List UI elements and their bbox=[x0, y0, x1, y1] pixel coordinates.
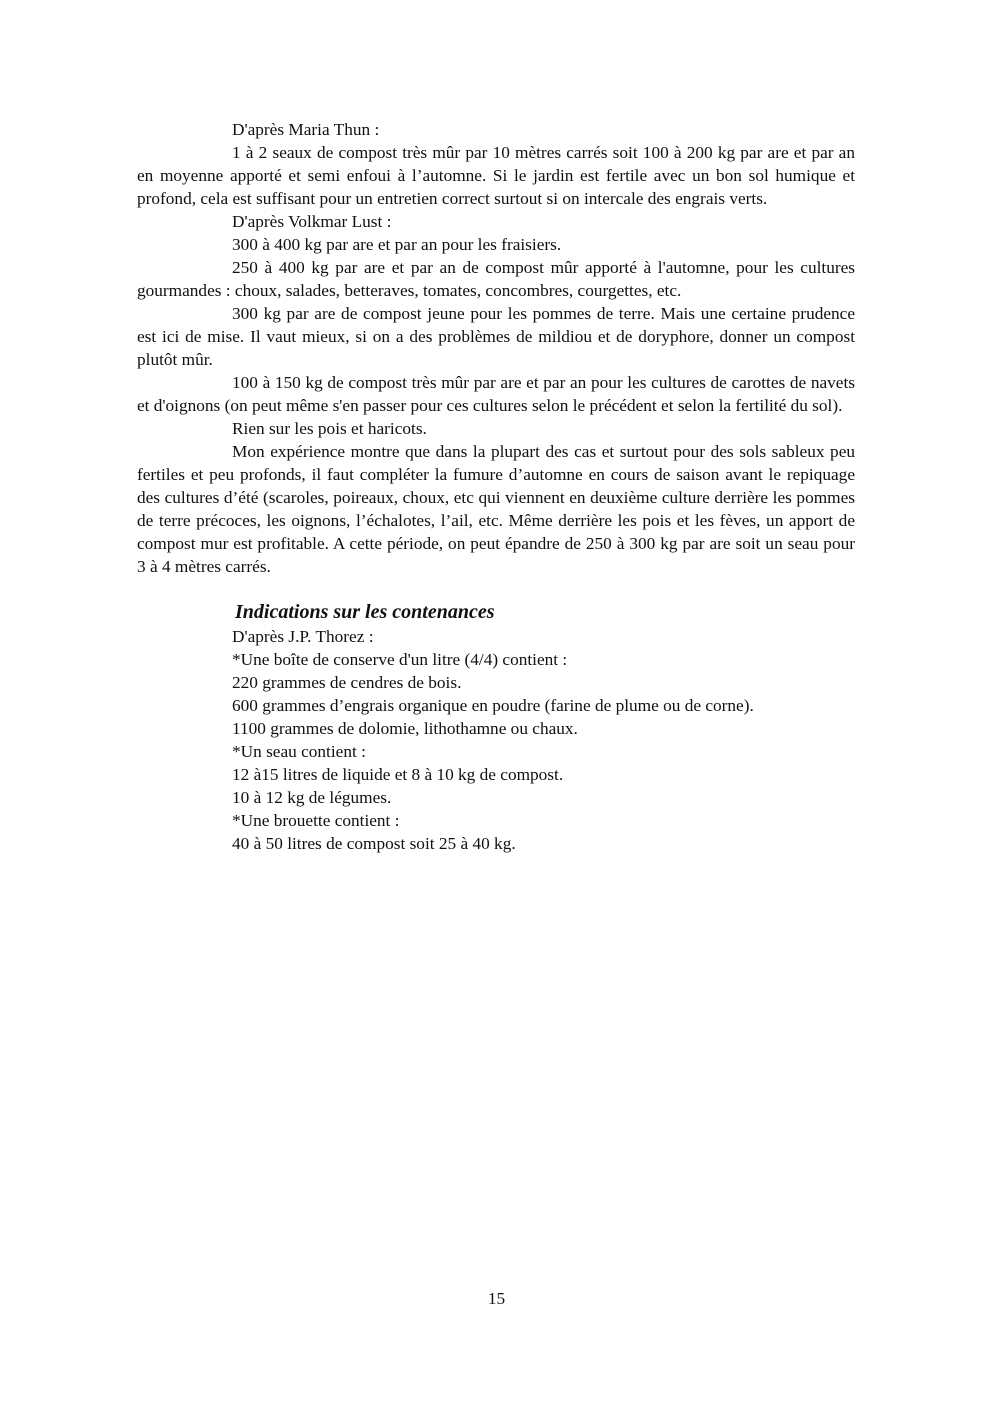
contenance-line: D'après J.P. Thorez : bbox=[232, 627, 374, 646]
contenance-line: 10 à 12 kg de légumes. bbox=[232, 788, 392, 807]
section-heading: Indications sur les contenances bbox=[235, 601, 495, 623]
contenance-line: 40 à 50 litres de compost soit 25 à 40 kg. bbox=[232, 834, 516, 853]
experience-paragraph: Mon expérience montre que dans la plupart des cas et surtout pour des sols sableux peu fertiles et peu profonds, il faut compléter la fumure d’automne en cours de saison avant le repiquage des cultures d’été (scaroles, poireaux, choux, etc qui viennent en deuxième culture derrière les pommes de terre précoces, les oignons, l’échalotes, l’ail, etc. Même derrière les pois et les fèves, un apport de compost mur est profitable. A cette période, on peut épandre de 250 à 300 kg par are soit un seau pour 3 à 4 mètres carrés. bbox=[137, 442, 855, 576]
lust-pommes-paragraph: 300 kg par are de compost jeune pour les pommes de terre. Mais une certaine prudence est ici de mise. Il vaut mieux, si on a des problèmes de mildiou et de doryphore, donner un compost plutôt mûr. bbox=[137, 304, 855, 369]
page-number: 15 bbox=[487, 1289, 506, 1308]
lust-fraisiers-paragraph: 300 à 400 kg par are et par an pour les fraisiers. bbox=[232, 235, 562, 254]
lust-label: D'après Volkmar Lust : bbox=[232, 212, 392, 231]
contenance-line: 1100 grammes de dolomie, lithothamne ou chaux. bbox=[232, 719, 578, 738]
contenance-line: *Un seau contient : bbox=[232, 742, 366, 761]
thun-label: D'après Maria Thun : bbox=[232, 120, 380, 139]
contenance-line: *Une brouette contient : bbox=[232, 811, 400, 830]
contenance-line: 12 à15 litres de liquide et 8 à 10 kg de compost. bbox=[232, 765, 564, 784]
contenance-line: 600 grammes d’engrais organique en poudre (farine de plume ou de corne). bbox=[232, 696, 754, 715]
lust-pois-paragraph: Rien sur les pois et haricots. bbox=[232, 419, 427, 438]
lust-carottes-paragraph: 100 à 150 kg de compost très mûr par are et par an pour les cultures de carottes de navets et d'oignons (on peut même s'en passer pour ces cultures selon le précédent et selon la fertilité du sol). bbox=[137, 373, 855, 415]
thun-paragraph: 1 à 2 seaux de compost très mûr par 10 mètres carrés soit 100 à 200 kg par are et par an en moyenne apporté et semi enfoui à l’automne. Si le jardin est fertile avec un bon sol humique et profond, cela est suffisant pour un entretien correct surtout si on intercale des engrais verts. bbox=[137, 143, 855, 208]
lust-gourmandes-paragraph: 250 à 400 kg par are et par an de compost mûr apporté à l'automne, pour les cultures gourmandes : choux, salades, betteraves, tomates, concombres, courgettes, etc. bbox=[137, 258, 855, 300]
document-body bbox=[137, 118, 855, 855]
contenance-line: *Une boîte de conserve d'un litre (4/4) contient : bbox=[232, 650, 568, 669]
contenance-line: 220 grammes de cendres de bois. bbox=[232, 673, 462, 692]
